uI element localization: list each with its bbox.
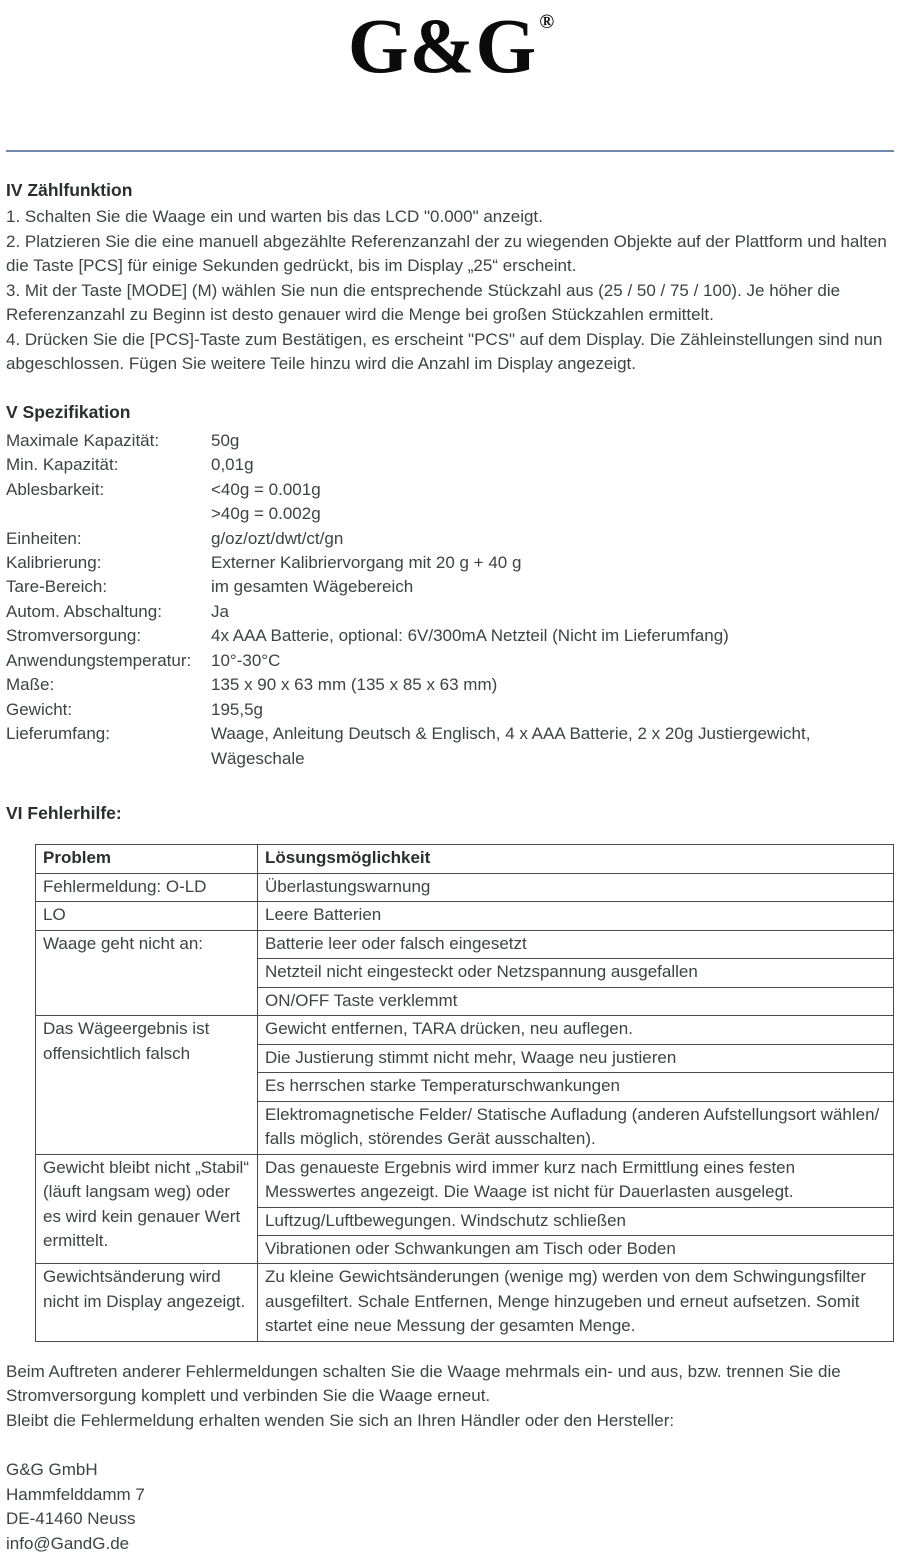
spec-label: Anwendungstemperatur: (6, 650, 192, 670)
problem-cell: LO (36, 902, 258, 930)
spec-row (6, 698, 894, 722)
instruction-step-2: 2. Platzieren Sie die eine manuell abgezählte Referenzanzahl der zu wiegenden Objekte auf der Plattform und halten die Taste [PCS] für einige Sekunden gedrückt, bis im Display „25“ erscheint. (6, 231, 887, 276)
solution-cell: Die Justierung stimmt nicht mehr, Waage neu justieren (258, 1044, 894, 1072)
spec-value: 4x AAA Batterie, optional: 6V/300mA Netzteil (Nicht im Lieferumfang) (211, 626, 729, 646)
company-email: info@GandG.de (6, 1533, 130, 1553)
spec-list (6, 429, 894, 772)
logo-text: G&G (347, 2, 538, 89)
footer-paragraph-1: Beim Auftreten anderer Fehlermeldungen schalten Sie die Waage mehrmals ein- und aus, bzw. trennen Sie die Stromversorgung komplett und verbinden Sie die Waage erneut. (6, 1361, 841, 1406)
problem-cell: Das Wägeergebnis ist offensichtlich falsch (36, 1016, 258, 1154)
spec-label: Lieferumfang: (6, 724, 110, 744)
instruction-step-4: 4. Drücken Sie die [PCS]-Taste zum Bestätigen, es erscheint "PCS" auf dem Display. Die Zähleinstellungen sind nun abgeschlossen. Fügen Sie weitere Teile hinzu wird die Anzahl im Display angezeigt. (6, 329, 883, 373)
spec-row (6, 624, 894, 648)
spec-row (6, 600, 894, 624)
problem-cell: Waage geht nicht an: (36, 930, 258, 1015)
footer-notes (6, 1360, 894, 1556)
column-header-solution: Lösungsmöglichkeit (258, 845, 894, 873)
company-name: G&G GmbH (6, 1460, 98, 1480)
spec-value: Ja (211, 601, 229, 621)
solution-cell: ON/OFF Taste verklemmt (258, 987, 894, 1015)
solution-cell: Netzteil nicht eingesteckt oder Netzspannung ausgefallen (258, 959, 894, 987)
spec-label: Kalibrierung: (6, 553, 102, 572)
solution-cell: Batterie leer oder falsch eingesetzt (258, 930, 894, 958)
spec-label: Stromversorgung: (6, 626, 142, 646)
table-row (36, 930, 894, 958)
table-row (36, 902, 894, 930)
section-counting (6, 178, 894, 376)
spec-value: <40g = 0.001g (211, 479, 321, 499)
spec-row (6, 429, 894, 453)
problem-cell: Gewicht bleibt nicht „Stabil“ (läuft langsam weg) oder es wird kein genauer Wert ermittelt. (36, 1154, 258, 1264)
spec-value: 0,01g (211, 455, 254, 475)
registered-mark-icon: ® (539, 11, 555, 33)
solution-cell: Das genaueste Ergebnis wird immer kurz nach Ermittlung eines festen Messwertes angezeigt. Die Waage ist nicht für Dauerlasten ausgelegt. (258, 1154, 894, 1207)
solution-cell: Zu kleine Gewichtsänderungen (wenige mg) werden von dem Schwingungsfilter ausgefiltert. Schale Entfernen, Menge hinzugeben und erneut aufsetzen. Somit startet eine neue Messung der gesamten Menge. (258, 1264, 894, 1341)
company-street: Hammfelddamm 7 (6, 1484, 145, 1504)
spec-label: Autom. Abschaltung: (6, 601, 162, 621)
section-specification-title: V Spezifikation (6, 402, 131, 423)
section-specification (6, 400, 894, 771)
instruction-step-1: 1. Schalten Sie die Waage ein und warten bis das LCD "0.000" anzeigt. (6, 207, 543, 227)
spec-label: Tare-Bereich: (6, 577, 108, 597)
spec-label (6, 502, 211, 526)
spec-label: Gewicht: (6, 699, 73, 719)
section-counting-title: IV Zählfunktion (6, 180, 133, 200)
spec-value: 135 x 90 x 63 mm (135 x 85 x 63 mm) (211, 675, 498, 695)
spec-row (6, 575, 894, 599)
spec-row (6, 478, 894, 502)
spec-row (6, 673, 894, 697)
spec-row (6, 527, 894, 551)
spec-row (6, 551, 894, 575)
fault-table (35, 844, 894, 1341)
spec-label: Maximale Kapazität: (6, 430, 160, 450)
manufacturer-address (6, 1458, 894, 1556)
solution-cell: Elektromagnetische Felder/ Statische Aufladung (anderen Aufstellungsort wählen/ falls möglich, störendes Gerät ausschalten). (258, 1101, 894, 1154)
divider-line (6, 150, 894, 152)
section-troubleshooting (6, 801, 894, 1342)
solution-cell: Luftzug/Luftbewegungen. Windschutz schließen (258, 1207, 894, 1235)
spec-value: 50g (211, 430, 240, 450)
spec-row (6, 453, 894, 477)
spec-row (6, 649, 894, 673)
spec-value: 195,5g (211, 699, 263, 719)
table-row (36, 1154, 894, 1207)
section-troubleshooting-title: VI Fehlerhilfe: (6, 803, 122, 824)
solution-cell: Leere Batterien (258, 902, 894, 930)
spec-value: Externer Kalibriervorgang mit 20 g + 40 g (211, 553, 522, 572)
problem-cell: Fehlermeldung: O-LD (36, 873, 258, 901)
spec-label: Min. Kapazität: (6, 455, 119, 475)
company-city: DE-41460 Neuss (6, 1509, 136, 1529)
brand-logo (6, 0, 894, 90)
instruction-step-3: 3. Mit der Taste [MODE] (M) wählen Sie nun die entsprechende Stückzahl aus (25 / 50 / 75 / 100). Je höher die Referenzanzahl zu Beginn ist desto genauer wird die Menge bei großen Stückzahlen ermittelt. (6, 280, 841, 325)
table-row (36, 1016, 894, 1044)
spec-row (6, 722, 894, 771)
solution-cell: Überlastungswarnung (258, 873, 894, 901)
spec-label: Maße: (6, 675, 55, 695)
spec-value: im gesamten Wägebereich (211, 577, 414, 597)
spec-row (6, 502, 894, 526)
spec-value: 10°-30°C (211, 650, 281, 670)
solution-cell: Gewicht entfernen, TARA drücken, neu auflegen. (258, 1016, 894, 1044)
footer-paragraph-2: Bleibt die Fehlermeldung erhalten wenden Sie sich an Ihren Händler oder den Hersteller: (6, 1410, 675, 1430)
spec-value: Waage, Anleitung Deutsch & Englisch, 4 x AAA Batterie, 2 x 20g Justiergewicht, Wägeschale (211, 724, 811, 768)
column-header-problem: Problem (36, 845, 258, 873)
table-row (36, 1264, 894, 1341)
table-header-row (36, 845, 894, 873)
problem-cell: Gewichtsänderung wird nicht im Display angezeigt. (36, 1264, 258, 1341)
spec-label: Einheiten: (6, 528, 82, 548)
solution-cell: Vibrationen oder Schwankungen am Tisch oder Boden (258, 1235, 894, 1263)
solution-cell: Es herrschen starke Temperaturschwankungen (258, 1073, 894, 1101)
spec-value: >40g = 0.002g (211, 504, 321, 524)
spec-value: g/oz/ozt/dwt/ct/gn (211, 528, 344, 548)
table-row (36, 873, 894, 901)
spec-label: Ablesbarkeit: (6, 479, 105, 499)
